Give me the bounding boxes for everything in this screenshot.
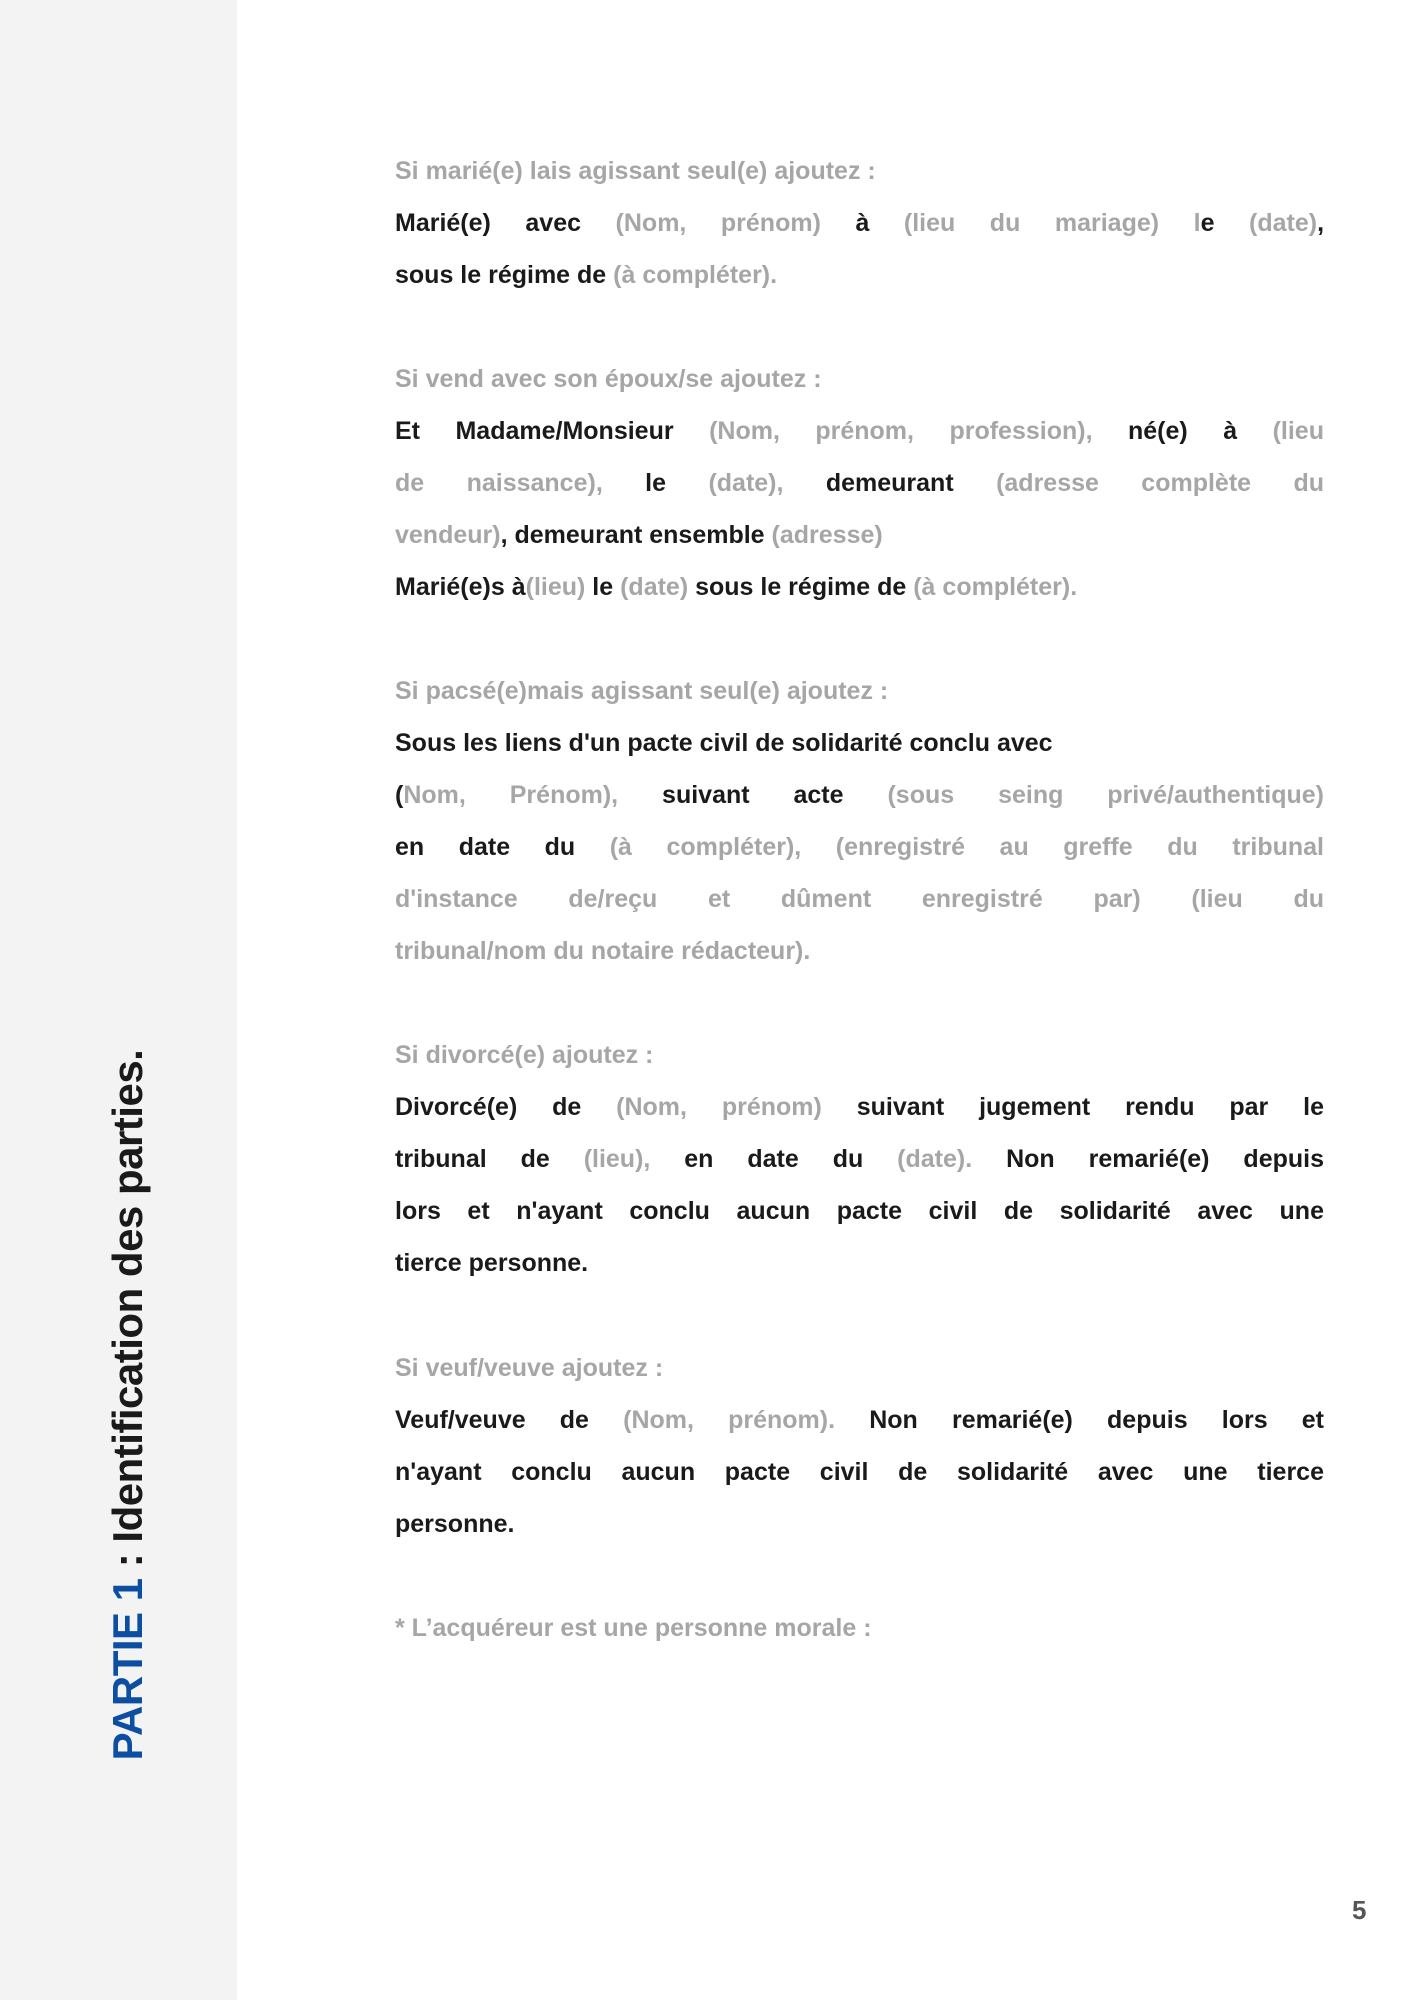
placeholder-text: (date)	[1249, 209, 1318, 237]
fixed-text: le	[645, 469, 709, 497]
fixed-text: tribunal de	[395, 1145, 584, 1173]
placeholder-text: (sous seing privé/authentique)	[887, 781, 1324, 809]
placeholder-text: (adresse)	[771, 521, 883, 549]
placeholder-text: (lieu)	[525, 573, 593, 601]
clause-line	[395, 197, 1324, 249]
placeholder-text: (lieu du mariage) l	[903, 209, 1201, 237]
clause-line	[395, 717, 1324, 769]
fixed-text: en date du	[395, 833, 610, 861]
fixed-text: e	[1200, 209, 1249, 237]
placeholder-text: Nom, Prénom),	[403, 781, 663, 809]
clause-heading: Si veuf/veuve ajoutez :	[395, 1354, 664, 1382]
fixed-text: Et Madame/Monsieur	[395, 417, 710, 445]
fixed-text: (	[395, 781, 404, 809]
clause-line	[395, 405, 1324, 457]
fixed-text: Marié(e)s à	[395, 573, 526, 601]
section-title-vertical	[104, 1050, 152, 1761]
clause-line	[395, 769, 1324, 821]
fixed-text: Divorcé(e) de	[395, 1093, 617, 1121]
fixed-text: Non remarié(e) depuis lors et	[869, 1406, 1324, 1434]
placeholder-text: d'instance de/reçu et dûment enregistré par) (lieu du	[395, 885, 1324, 913]
clause-line	[395, 509, 1324, 561]
placeholder-text: (Nom, prénom).	[623, 1406, 870, 1434]
placeholder-text: (Nom, prénom)	[615, 209, 856, 237]
clause-heading: Si pacsé(e)mais agissant seul(e) ajoutez :	[395, 677, 889, 705]
placeholder-text: (adresse complète du	[996, 469, 1325, 497]
placeholder-text: de naissance),	[395, 469, 646, 497]
clause-line	[395, 1081, 1324, 1133]
fixed-text: le	[592, 573, 621, 601]
clause-section	[395, 145, 1324, 301]
fixed-text: n'ayant conclu aucun pacte civil de solidarité avec une tierce	[395, 1458, 1324, 1486]
fixed-text: personne.	[395, 1510, 515, 1538]
clause-section	[395, 1342, 1324, 1550]
clause-line	[395, 1185, 1324, 1237]
clause-line	[395, 873, 1324, 925]
fixed-text: Veuf/veuve de	[395, 1406, 624, 1434]
placeholder-text: (date).	[897, 1145, 1007, 1173]
placeholder-text: (Nom, prénom, profession),	[709, 417, 1128, 445]
clause-section	[395, 353, 1324, 613]
fixed-text: né(e) à	[1128, 417, 1273, 445]
placeholder-text: tribunal/nom du notaire rédacteur).	[395, 937, 811, 965]
clause-line	[395, 1394, 1324, 1446]
placeholder-text: (lieu	[1272, 417, 1324, 445]
placeholder-text: (date)	[620, 573, 696, 601]
placeholder-text: (à compléter), (enregistré au greffe du tribunal	[609, 833, 1324, 861]
clause-line	[395, 821, 1324, 873]
placeholder-text: (lieu),	[583, 1145, 685, 1173]
clause-line	[395, 457, 1324, 509]
clause-section	[395, 1029, 1324, 1289]
placeholder-text: (date),	[708, 469, 826, 497]
fixed-text: suivant jugement rendu par le	[856, 1093, 1324, 1121]
fixed-text: lors et n'ayant conclu aucun pacte civil de solidarité avec une	[395, 1197, 1324, 1225]
clause-section	[395, 1602, 1324, 1654]
fixed-text: ,	[1317, 209, 1325, 237]
fixed-text: Marié(e) avec	[395, 209, 616, 237]
fixed-text: sous le régime de	[395, 261, 614, 289]
fixed-text: demeurant	[825, 469, 997, 497]
fixed-text: Sous les liens d'un pacte civil de solidarité conclu avec	[395, 729, 1053, 757]
placeholder-text: vendeur)	[395, 521, 501, 549]
placeholder-text: (à compléter).	[913, 573, 1078, 601]
clause-heading: Si vend avec son époux/se ajoutez :	[395, 365, 822, 393]
fixed-text: en date du	[684, 1145, 898, 1173]
sidebar	[0, 0, 237, 2000]
fixed-text: Non remarié(e) depuis	[1006, 1145, 1324, 1173]
clause-heading: Si divorcé(e) ajoutez :	[395, 1041, 654, 1069]
clause-heading: Si marié(e) lais agissant seul(e) ajoutez :	[395, 157, 876, 185]
clause-heading: * L’acquéreur est une personne morale :	[395, 1614, 872, 1642]
placeholder-text: (à compléter).	[613, 261, 778, 289]
clause-line	[395, 561, 1324, 613]
clause-line	[395, 249, 1324, 301]
fixed-text: tierce personne.	[395, 1249, 589, 1277]
part-title: : Identification des parties.	[104, 1049, 151, 1579]
fixed-text: sous le régime de	[695, 573, 914, 601]
clause-line	[395, 1446, 1324, 1498]
page-number: 5	[1352, 1895, 1367, 1925]
fixed-text: , demeurant ensemble	[500, 521, 772, 549]
clause-line	[395, 1237, 1324, 1289]
placeholder-text: (Nom, prénom)	[616, 1093, 857, 1121]
clause-line	[395, 1498, 1324, 1550]
clause-line	[395, 1133, 1324, 1185]
clause-line	[395, 925, 1324, 977]
fixed-text: à	[855, 209, 904, 237]
part-label: PARTIE 1	[104, 1578, 151, 1761]
clause-section	[395, 665, 1324, 977]
fixed-text: suivant acte	[662, 781, 888, 809]
